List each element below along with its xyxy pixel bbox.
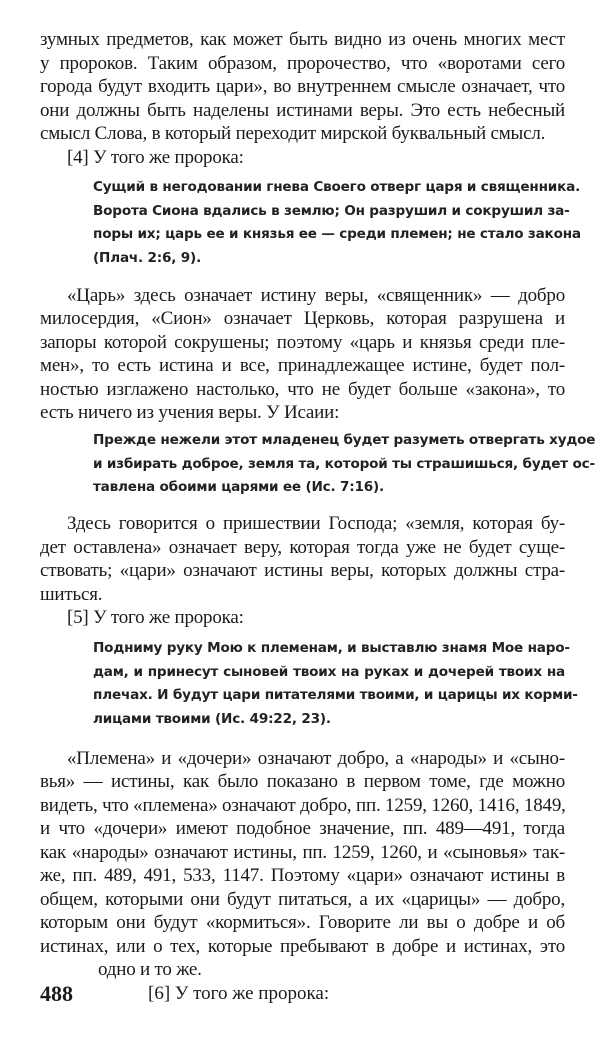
text-line: они должны быть наделены истинами веры. Это есть небесный <box>40 99 565 121</box>
text-line: и что «дочери» имеют подобное значение, пп. 489—491, тогда <box>40 818 565 839</box>
text-line: запоры которой сокрушены; поэтому «царь и князья среди пле- <box>40 331 565 353</box>
text-line: как «народы» означают истины, пп. 1259, 1260, и «сыновья» так- <box>40 841 565 863</box>
text-line: поры их; царь ее и князья ее — среди племен; не стало закона <box>93 226 581 242</box>
page-number: 488 <box>40 980 73 1006</box>
paragraph <box>40 28 565 146</box>
page-footer <box>40 982 565 1006</box>
reference-heading <box>40 146 565 170</box>
text-line: [5] У того же пророка: <box>67 607 244 628</box>
text-line: видеть, что «племена» означают добро, пп. 1259, 1260, 1416, 1849, <box>40 794 566 816</box>
scripture-quote <box>93 637 578 731</box>
paragraph <box>40 747 565 959</box>
paragraph-tail <box>40 958 565 982</box>
text-line: ствовать; «цари» означают истины веры, которых должны стра- <box>40 560 565 581</box>
text-line: одно и то же. <box>98 959 202 980</box>
book-page <box>40 28 596 1006</box>
text-line: [4] У того же пророка: <box>67 146 244 168</box>
text-line: же, пп. 489, 491, 533, 1147. Поэтому «цари» означают истины в <box>40 865 565 886</box>
text-line: города будут входить цари», во внутреннем смысле означает, что <box>40 76 565 97</box>
paragraph <box>40 284 565 425</box>
paragraph <box>40 512 565 606</box>
text-line: которым они будут «кормиться». Говорите ли вы о добре и об <box>40 912 565 933</box>
text-line: тавлена обоими царями ее (Ис. 7:16). <box>93 479 384 495</box>
text-line: «Племена» и «дочери» означают добро, а «народы» и «сыно- <box>67 747 565 769</box>
text-line: истинах, или о тех, которые пребывают в добре и истинах, это <box>40 935 565 957</box>
text-line: (Плач. 2:6, 9). <box>93 249 202 266</box>
text-line: вья» — истины, как было показано в первом томе, где можно <box>40 771 565 792</box>
scripture-quote <box>93 176 581 270</box>
text-line: зумных предметов, как может быть видно из очень многих мест <box>40 29 565 50</box>
text-line: Здесь говорится о пришествии Господа; «земля, которая бу- <box>67 513 565 534</box>
reference-heading: [6] У того же пророка: <box>148 982 330 1004</box>
text-line: общем, которыми они будут питаться, а их «царицы» — добро, <box>40 888 565 910</box>
text-line: Подниму руку Мою к племенам, и выставлю знамя Мое наро- <box>93 640 570 656</box>
text-line: мен», то есть истина и все, принадлежащее истине, будет пол- <box>40 355 565 376</box>
text-line: дет оставлена» означает веру, которая тогда уже не будет суще- <box>40 536 565 558</box>
text-line: Прежде нежели этот младенец будет разуметь отвергать худое <box>93 432 596 448</box>
text-line: ностью изглажено настолько, что не будет больше «закона», то <box>40 378 565 400</box>
text-line: Сущий в негодовании гнева Своего отверг царя и священника. <box>93 179 581 195</box>
text-line: милосердия, «Сион» означает Церковь, которая разрушена и <box>40 308 565 329</box>
text-line: и избирать доброе, земля та, которой ты страшишься, будет ос- <box>93 455 595 472</box>
text-line: у пророков. Таким образом, пророчество, что «воротами сего <box>40 52 565 74</box>
text-line: смысл Слова, в который переходит мирской буквальный смысл. <box>40 123 546 144</box>
text-line: лицами твоими (Ис. 49:22, 23). <box>93 710 331 727</box>
text-line: плечах. И будут цари питателями твоими, и царицы их корми- <box>93 687 578 703</box>
scripture-quote <box>93 429 596 500</box>
text-line: Ворота Сиона вдались в землю; Он разрушил и сокрушил за- <box>93 202 570 219</box>
text-line: есть ничего из учения веры. У Исаии: <box>40 402 340 423</box>
text-line: дам, и принесут сыновей твоих на руках и дочерей твоих на <box>93 663 565 680</box>
reference-heading <box>40 606 565 630</box>
text-line: «Царь» здесь означает истину веры, «священник» — добро <box>67 284 565 306</box>
text-line: шиться. <box>40 583 103 605</box>
